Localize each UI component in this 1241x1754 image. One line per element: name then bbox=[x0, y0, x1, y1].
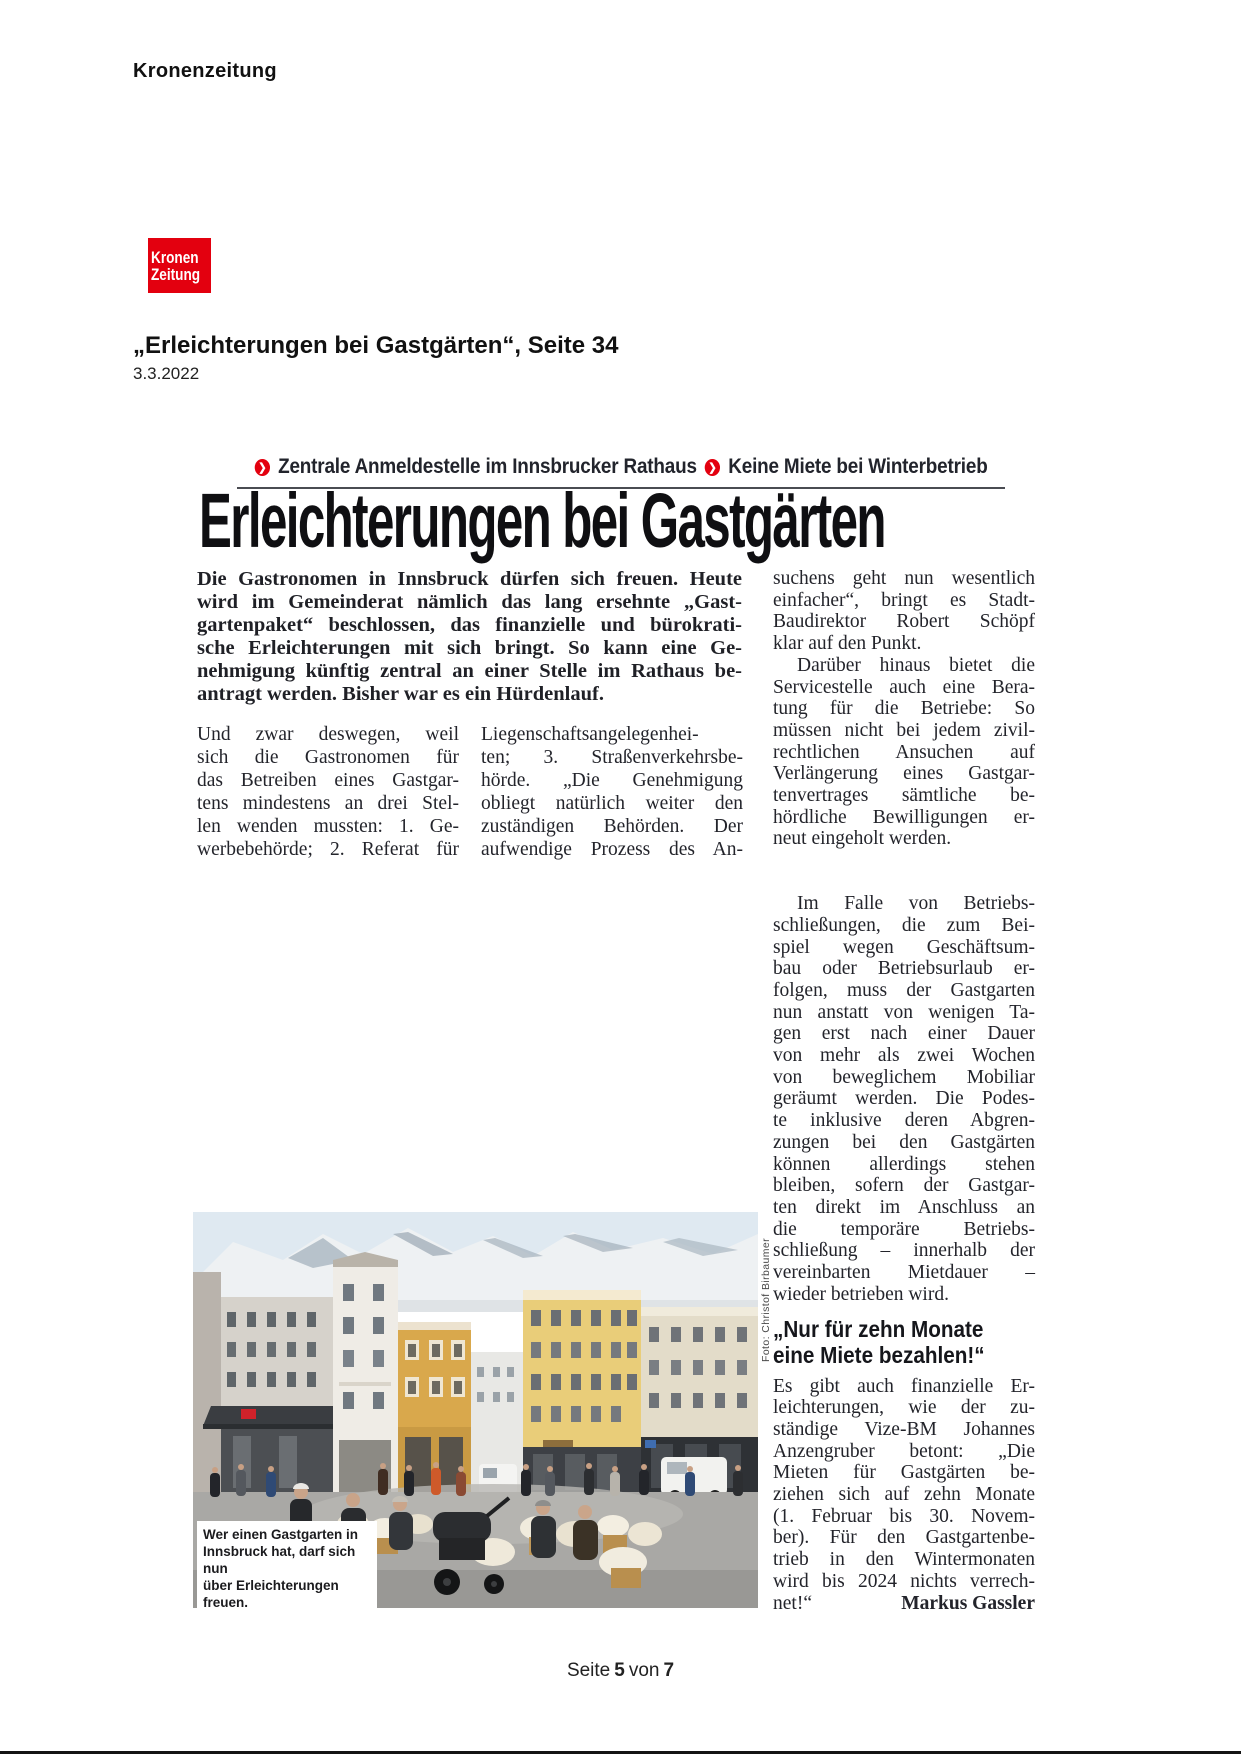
photo-caption bbox=[197, 1521, 377, 1617]
text-line: (1. Februar bis 30. Novem- bbox=[773, 1505, 1035, 1527]
text-line: können allerdings stehen bbox=[773, 1153, 1035, 1175]
paragraph bbox=[773, 1376, 1035, 1593]
text-line: von beweglichem Mobiliar bbox=[773, 1066, 1035, 1088]
text-line: müssen nicht bei jedem zivil- bbox=[773, 719, 1035, 741]
text-line: aufwendige Prozess des An- bbox=[481, 839, 743, 860]
text-line: te inklusive deren Abgren- bbox=[773, 1110, 1035, 1132]
author-byline: Markus Gassler bbox=[901, 1592, 1035, 1614]
article-headline: Erleichterungen bei Gastgärten bbox=[199, 478, 885, 564]
text-line: ständige Vize-BM Johannes bbox=[773, 1418, 1035, 1440]
text-line: von mehr als zwei Wochen bbox=[773, 1045, 1035, 1067]
text-line: gartenpaket“ beschlossen, das finanzielle und bürokrati- bbox=[197, 614, 742, 636]
logo-line-2: Zeitung bbox=[151, 264, 201, 284]
text-line: zungen bei den Gastgärten bbox=[773, 1131, 1035, 1153]
page-number-footer bbox=[0, 1660, 1241, 1682]
source-name: Kronenzeitung bbox=[133, 60, 277, 82]
text-line: Darüber hinaus bietet die bbox=[797, 654, 1035, 676]
text-line: Servicestelle auch eine Bera- bbox=[773, 676, 1035, 698]
article-subhead bbox=[773, 1316, 1035, 1368]
subhead-line-1: „Nur für zehn Monate bbox=[773, 1315, 984, 1342]
body-column-3 bbox=[773, 568, 1035, 1614]
text-line: tens mindestens an drei Stel- bbox=[197, 793, 459, 814]
text-line: ten; 3. Straßenverkehrsbe- bbox=[481, 747, 743, 768]
text-line: zuständigen Behörden. Der bbox=[481, 816, 743, 837]
paragraph bbox=[773, 568, 1035, 655]
clipping-date: 3.3.2022 bbox=[133, 364, 200, 383]
text-line: die temporäre Betriebs- bbox=[773, 1218, 1035, 1240]
arrow-bullet-icon: ❯ bbox=[705, 459, 720, 476]
text-line: Und zwar deswegen, weil bbox=[197, 724, 459, 745]
text-line: ten direkt im Anschluss an bbox=[773, 1196, 1035, 1218]
arrow-bullet-icon: ❯ bbox=[255, 459, 270, 476]
text-line: sich die Gastronomen für bbox=[197, 747, 459, 768]
footer-prefix: Seite bbox=[566, 1660, 611, 1681]
text-line: das Betreiben eines Gastgar- bbox=[197, 770, 459, 791]
text-line: Wer einen Gastgarten in bbox=[203, 1527, 359, 1542]
text-line: wird bis 2024 nichts verrech- bbox=[773, 1570, 1035, 1592]
text-line: schließungen, die zum Bei- bbox=[773, 914, 1035, 936]
subhead-line-2: eine Miete bezahlen!“ bbox=[773, 1341, 985, 1368]
text-line: Im Falle von Betriebs- bbox=[797, 893, 1035, 915]
kicker-item-2: Keine Miete bei Winterbetrieb bbox=[728, 455, 988, 478]
paragraph bbox=[773, 893, 1035, 1305]
text-line: nun anstatt von wenigen Ta- bbox=[773, 1001, 1035, 1023]
body-column-1 bbox=[197, 723, 459, 861]
text-line: Verlängerung eines Gastgar- bbox=[773, 763, 1035, 785]
text-line: folgen, muss der Gastgarten bbox=[773, 979, 1035, 1001]
text-line: suchens geht nun wesentlich bbox=[773, 568, 1035, 589]
text-line: sche Erleichterungen mit sich bringt. So kann eine Ge- bbox=[197, 637, 742, 659]
text-line: gen erst nach einer Dauer bbox=[773, 1023, 1035, 1045]
text-line: neut eingeholt werden. bbox=[773, 828, 952, 850]
text-line: tenvertrages sämtliche be- bbox=[773, 785, 1035, 807]
text-line: geräumt werden. Die Podes- bbox=[773, 1088, 1035, 1110]
text-line: obliegt natürlich weiter den bbox=[481, 793, 743, 814]
text-line: wieder betrieben wird. bbox=[773, 1283, 949, 1305]
text-line: Innsbruck hat, darf sich nun bbox=[203, 1544, 356, 1576]
logo-line-1: Kronen bbox=[151, 247, 199, 267]
clipping-title: „Erleichterungen bei Gastgärten“, Seite 34 bbox=[133, 332, 619, 359]
text-line: Es gibt auch finanzielle Er- bbox=[773, 1375, 1035, 1397]
byline-row bbox=[773, 1593, 1035, 1615]
text-line: Die Gastronomen in Innsbruck dürfen sich freuen. Heute bbox=[197, 568, 742, 590]
text-line: Liegenschaftsangelegenhei- bbox=[481, 724, 699, 745]
text-line: leichterungen, wie der zu- bbox=[773, 1397, 1035, 1419]
text-line: hördliche Bewilligungen er- bbox=[773, 806, 1035, 828]
text-line: werbebehörde; 2. Referat für bbox=[197, 839, 459, 860]
text-line: spiel wegen Geschäftsum- bbox=[773, 936, 1035, 958]
text-line: Baudirektor Robert Schöpf bbox=[773, 611, 1035, 633]
text-line: Anzengruber betont: „Die bbox=[773, 1440, 1035, 1462]
text-line: schließung – innerhalb der bbox=[773, 1240, 1035, 1262]
text-line: len wenden mussten: 1. Ge- bbox=[197, 816, 459, 837]
footer-separator: von bbox=[628, 1660, 660, 1681]
text-line: bleiben, sofern der Gastgar- bbox=[773, 1175, 1035, 1197]
text-line: ziehen sich auf zehn Monate bbox=[773, 1484, 1035, 1506]
text-line: Mieten für Gastgärten be- bbox=[773, 1462, 1035, 1484]
text-line: nehmigung künftig zentral an einer Stelle im Rathaus be- bbox=[197, 660, 742, 682]
paragraph-tail: net!“ bbox=[773, 1592, 812, 1614]
text-line: rechtlichen Ansuchen auf bbox=[773, 741, 1035, 763]
body-column-2 bbox=[481, 723, 743, 861]
text-line: über Erleichterungen freuen. bbox=[203, 1578, 339, 1610]
text-line: einfacher“, bringt es Stadt- bbox=[773, 589, 1035, 611]
footer-current-page: 5 bbox=[614, 1660, 625, 1681]
text-line: ber). Für den Gastgartenbe- bbox=[773, 1527, 1035, 1549]
text-line: klar auf den Punkt. bbox=[773, 633, 922, 655]
kicker-row bbox=[255, 455, 988, 479]
paragraph bbox=[773, 655, 1035, 850]
text-line: trieb in den Wintermonaten bbox=[773, 1549, 1035, 1571]
text-line: antragt werden. Bisher war es ein Hürdenlauf. bbox=[197, 683, 604, 705]
text-line: vereinbarten Mietdauer – bbox=[773, 1262, 1035, 1284]
text-line: hörde. „Die Genehmigung bbox=[481, 770, 743, 791]
footer-total-pages: 7 bbox=[663, 1660, 675, 1681]
text-line: wird im Gemeinderat nämlich das lang ersehnte „Gast- bbox=[197, 591, 742, 613]
photo-credit: Foto: Christof Birbaumer bbox=[760, 1238, 772, 1362]
kicker-item-1: Zentrale Anmeldestelle im Innsbrucker Rathaus bbox=[277, 455, 697, 478]
text-line: tung für die Betriebe: So bbox=[773, 698, 1035, 720]
newspaper-article bbox=[197, 455, 1042, 1625]
kronen-zeitung-logo bbox=[148, 238, 211, 293]
article-lead bbox=[197, 568, 742, 706]
text-line: bau oder Betriebsurlaub er- bbox=[773, 958, 1035, 980]
